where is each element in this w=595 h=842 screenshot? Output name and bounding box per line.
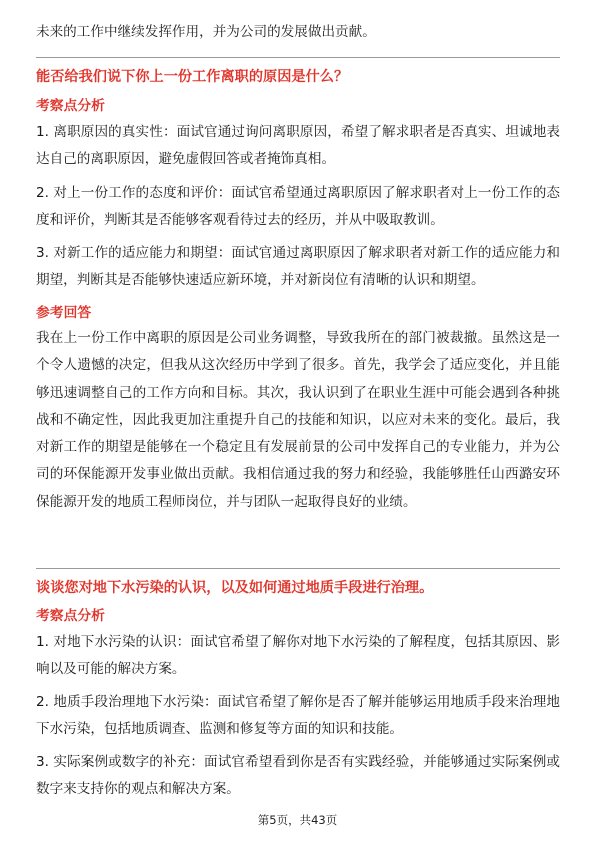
section-divider	[36, 568, 560, 569]
analysis-point: 2. 对上一份工作的态度和评价：面试官希望通过离职原因了解求职者对上一份工作的态度和评价，判断其是否能够客观看待过去的经历，并从中吸取教训。	[36, 185, 560, 229]
question-heading: 能否给我们说下你上一份工作离职的原因是什么？	[36, 69, 349, 85]
answer-heading: 参考回答	[36, 305, 92, 321]
answer-paragraph: 我在上一份工作中离职的原因是公司业务调整，导致我所在的部门被裁撤。虽然这是一个令人遗憾的决定，但我从这次经历中学到了很多。首先，我学会了适应变化，并且能够迅速调整自己的工作方向和目标。其次，我认识到了在职业生涯中可能会遇到各种挑战和不确定性，因此我更加注重提升自己的技能和知识，以应对未来的变化。最后，我对新工作的期望是能够在一个稳定且有发展前景的公司中发挥自己的专业能力，并为公司的环保能源开发事业做出贡献。我相信通过我的努力和经验，我能够胜任山西潞安环保能源开发的地质工程师岗位，并与团队一起取得良好的业绩。	[36, 330, 560, 510]
section-divider	[36, 57, 560, 58]
question-heading: 谈谈您对地下水污染的认识，以及如何通过地质手段进行治理。	[36, 580, 434, 596]
analysis-point: 1. 对地下水污染的认识：面试官希望了解你对地下水污染的了解程度，包括其原因、影响以及可能的解决方案。	[36, 634, 560, 678]
analysis-point: 3. 实际案例或数字的补充：面试官希望看到你是否有实践经验，并能够通过实际案例或数字来支持你的观点和解决方案。	[36, 754, 560, 798]
analysis-point: 1. 离职原因的真实性：面试官通过询问离职原因，希望了解求职者是否真实、坦诚地表达自己的离职原因，避免虚假回答或者掩饰真相。	[36, 124, 560, 168]
analysis-heading: 考察点分析	[36, 608, 105, 624]
page-number: 第5页，共43页	[257, 813, 338, 827]
analysis-point: 3. 对新工作的适应能力和期望：面试官通过离职原因了解求职者对新工作的适应能力和期望，判断其是否能够快速适应新环境，并对新岗位有清晰的认识和期望。	[36, 245, 560, 289]
intro-paragraph: 未来的工作中继续发挥作用，并为公司的发展做出贡献。	[36, 24, 376, 40]
analysis-heading: 考察点分析	[36, 98, 105, 114]
analysis-point: 2. 地质手段治理地下水污染：面试官希望了解你是否了解并能够运用地质手段来治理地下水污染，包括地质调查、监测和修复等方面的知识和技能。	[36, 694, 560, 738]
